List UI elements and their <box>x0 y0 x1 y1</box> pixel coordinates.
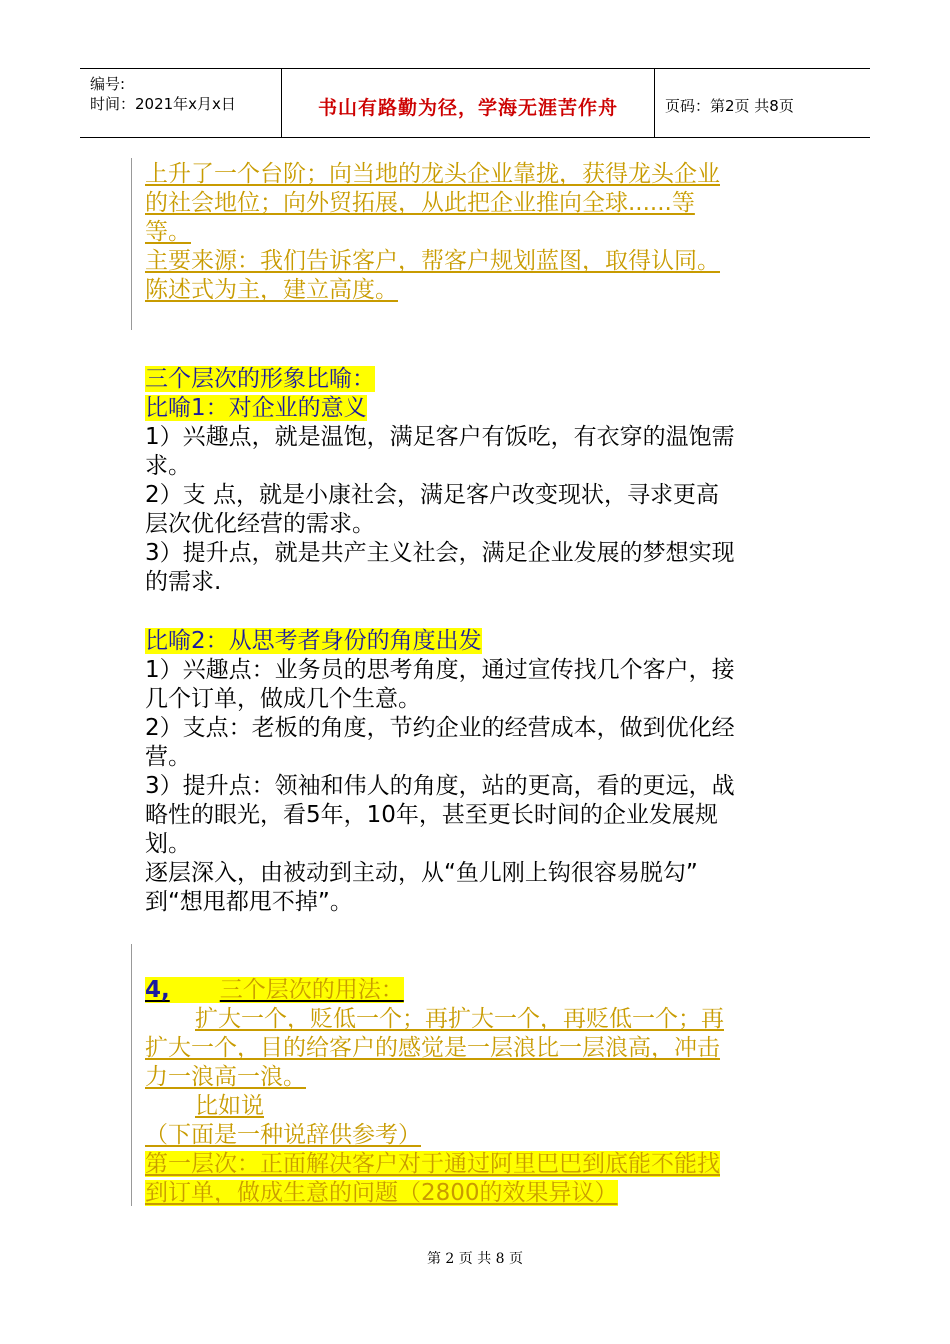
motto: 书山有路勤为径，学海无涯苦作舟 <box>317 97 618 119</box>
text-line: 3）提升点：领袖和伟人的角度，站的更高，看的更远，战 <box>145 773 735 799</box>
text-line: 划。 <box>145 831 191 857</box>
text-line-highlighted: 第一层次：正面解决客户对于通过阿里巴巴到底能不能找 <box>145 1151 720 1177</box>
text-line: 主要来源：我们告诉客户，帮客户规划蓝图，取得认同。 <box>145 248 720 274</box>
section-metaphors <box>145 365 795 917</box>
text-line: 逐层深入，由被动到主动，从“鱼儿刚上钩很容易脱勾” <box>145 860 698 886</box>
text-line: 比如说 <box>195 1093 264 1119</box>
text-line: 扩大一个，目的给客户的感觉是一层浪比一层浪高，冲击 <box>145 1035 720 1061</box>
text-line: 求。 <box>145 453 191 479</box>
text-line: 扩大一个，贬低一个；再扩大一个，再贬低一个；再 <box>195 1006 724 1032</box>
section-heading: 三个层次的形象比喻： <box>145 366 375 392</box>
number-label: 编号: <box>90 75 126 93</box>
text-line: 的需求. <box>145 569 222 595</box>
page-footer: 第 2 页 共 8 页 <box>426 1251 524 1267</box>
text-line: 3）提升点，就是共产主义社会，满足企业发展的梦想实现 <box>145 540 735 566</box>
section-usage <box>145 976 795 1208</box>
header-page-cell <box>655 69 870 137</box>
text-line: 2）支 点，就是小康社会，满足客户改变现状，寻求更高 <box>145 482 719 508</box>
text-line: （下面是一种说辞供参考） <box>145 1122 421 1148</box>
text-line: 力一浪高一浪。 <box>145 1064 306 1090</box>
header-info-cell <box>80 69 280 137</box>
page-number-label: 页码：第2页 共8页 <box>665 97 794 115</box>
text-line-highlighted: 到订单，做成生意的问题（2800的效果异议） <box>145 1180 618 1206</box>
page-header <box>80 68 870 138</box>
text-line: 1）兴趣点：业务员的思考角度，通过宣传找几个客户，接 <box>145 657 735 683</box>
text-line: 1）兴趣点，就是温饱，满足客户有饭吃，有衣穿的温饱需 <box>145 424 735 450</box>
section-heading <box>145 976 795 1005</box>
blank-line <box>145 597 795 627</box>
header-motto-cell <box>281 69 655 137</box>
subheading-metaphor-1: 比喻1：对企业的意义 <box>145 395 367 421</box>
text-line: 略性的眼光，看5年，10年，甚至更长时间的企业发展规 <box>145 802 718 828</box>
section-intro-text <box>145 160 795 305</box>
text-line: 2）支点：老板的角度，节约企业的经营成本，做到优化经 <box>145 715 735 741</box>
time-label: 时间：2021年x月x日 <box>90 95 236 113</box>
text-line: 层次优化经营的需求。 <box>145 511 375 537</box>
text-line: 几个订单，做成几个生意。 <box>145 686 421 712</box>
text-line: 上升了一个台阶；向当地的龙头企业靠拢，获得龙头企业 <box>145 161 720 187</box>
text-line: 到“想甩都甩不掉”。 <box>145 889 353 915</box>
text-line: 的社会地位；向外贸拓展，从此把企业推向全球......等 <box>145 190 695 216</box>
margin-bar <box>131 158 132 330</box>
margin-bar <box>131 944 132 1206</box>
text-line: 等。 <box>145 219 191 245</box>
section-title: 三个层次的用法： <box>219 977 404 1003</box>
section-number: 4, <box>145 977 170 1003</box>
text-line: 陈述式为主，建立高度。 <box>145 277 398 303</box>
subheading-metaphor-2: 比喻2：从思考者身份的角度出发 <box>145 628 482 654</box>
text-line: 营。 <box>145 744 191 770</box>
